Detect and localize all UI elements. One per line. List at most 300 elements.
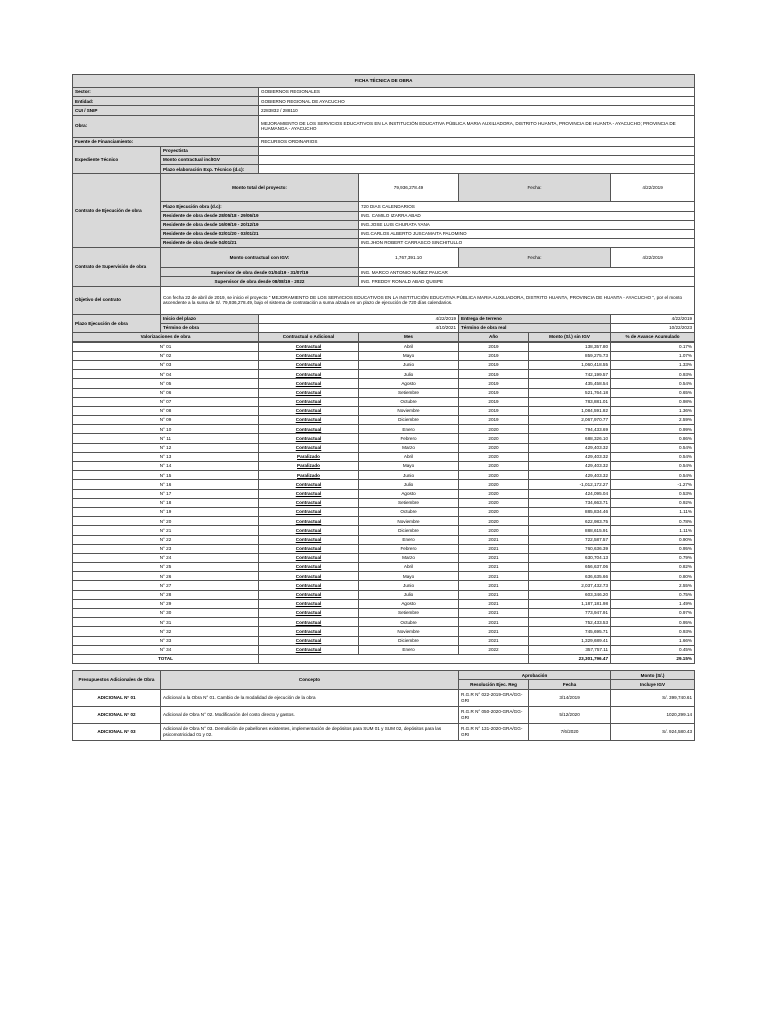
table-row	[73, 443, 695, 452]
plazo-elaboracion-label: Plazo elaboración Exp. Técnico (d.c):	[161, 165, 259, 174]
fecha-ejecucion-value: 4/22/2019	[611, 174, 695, 202]
avance-cell: 0.54%	[611, 443, 695, 452]
monto-cell: 773,947.91	[529, 609, 611, 618]
valorizacion-number: N° 20	[73, 517, 259, 526]
cui-label: CUI / SNIP	[73, 106, 259, 115]
monto-cell: 603,346.20	[529, 590, 611, 599]
valorizacion-number: N° 07	[73, 397, 259, 406]
anio-cell: 2019	[459, 388, 529, 397]
monto-cell: 622,983.75	[529, 517, 611, 526]
proyectista-label: Proyectista	[161, 146, 259, 155]
monto-cell: 688,326.10	[529, 434, 611, 443]
adicional-row	[73, 723, 695, 740]
tipo-cell: Contractual	[259, 609, 359, 618]
tipo-cell: Contractual	[259, 388, 359, 397]
mes-cell: Octubre	[359, 618, 459, 627]
residente-value: ING.JHON ROBERT CARRASCO SINCHITULLO	[359, 239, 695, 248]
table-row	[73, 498, 695, 507]
avance-cell: 1.36%	[611, 406, 695, 415]
monto-cell: 429,403.32	[529, 443, 611, 452]
anio-cell: 2021	[459, 636, 529, 645]
avance-cell: -1.27%	[611, 480, 695, 489]
tipo-cell: Contractual	[259, 590, 359, 599]
valorizacion-number: N° 28	[73, 590, 259, 599]
avance-cell: 0.54%	[611, 471, 695, 480]
entidad-label: Entidad:	[73, 97, 259, 106]
mes-cell: Junio	[359, 581, 459, 590]
monto-cell: 630,704.13	[529, 553, 611, 562]
valorizacion-number: N° 16	[73, 480, 259, 489]
mes-cell: Febrero	[359, 544, 459, 553]
tipo-cell: Contractual	[259, 397, 359, 406]
plazo-elaboracion-value	[259, 165, 695, 174]
mes-cell: Agosto	[359, 599, 459, 608]
tipo-cell: Contractual	[259, 526, 359, 535]
monto-cell: 2,067,970.77	[529, 416, 611, 425]
valorizacion-number: N° 11	[73, 434, 259, 443]
valorizacion-number: N° 13	[73, 452, 259, 461]
monto-supervision-value: 1,767,391.10	[359, 248, 459, 268]
table-row	[73, 480, 695, 489]
anio-cell: 2019	[459, 342, 529, 351]
table-row	[73, 379, 695, 388]
avance-cell: 1.66%	[611, 636, 695, 645]
concepto-header: Concepto	[161, 671, 459, 689]
monto-adicional-header: Monto (S/.)	[611, 671, 695, 680]
mes-cell: Febrero	[359, 434, 459, 443]
tipo-cell: Contractual	[259, 370, 359, 379]
monto-cell: 734,663.71	[529, 498, 611, 507]
objetivo-label: Objetivo del contrato	[73, 286, 161, 314]
table-row	[73, 618, 695, 627]
adicional-fecha: 3/14/2019	[529, 689, 611, 706]
contrato-supervision-label: Contrato de Supervisión de obra	[73, 248, 161, 286]
residente-value: ING.CARLOS ALBERTO JUSCAMAITA PALOMINO	[359, 229, 695, 238]
monto-cell: 722,587.57	[529, 535, 611, 544]
tipo-cell: Contractual	[259, 535, 359, 544]
mes-cell: Setiembre	[359, 609, 459, 618]
total-spacer	[259, 654, 529, 663]
avance-cell: 0.95%	[611, 544, 695, 553]
table-row	[73, 397, 695, 406]
fecha-adicional-header: Fecha	[529, 680, 611, 689]
monto-cell: 783,881.01	[529, 397, 611, 406]
entrega-terreno-label: Entrega de terreno	[459, 314, 611, 323]
tipo-cell: Contractual	[259, 406, 359, 415]
valorizacion-number: N° 19	[73, 507, 259, 516]
anio-cell: 2022	[459, 645, 529, 654]
anio-cell: 2019	[459, 351, 529, 360]
termino-real-label: Término de obra real	[459, 323, 611, 332]
valorizaciones-table	[72, 342, 695, 665]
igv-header: Incluye IGV	[611, 680, 695, 689]
anio-cell: 2021	[459, 535, 529, 544]
table-row	[73, 471, 695, 480]
valorizacion-number: N° 21	[73, 526, 259, 535]
table-row	[73, 636, 695, 645]
mes-cell: Julio	[359, 480, 459, 489]
entrega-terreno-value: 4/22/2019	[611, 314, 695, 323]
valorizacion-number: N° 31	[73, 618, 259, 627]
mes-cell: Enero	[359, 645, 459, 654]
total-monto: 23,301,796.47	[529, 654, 611, 663]
residente-value: ING.JOSE LUIS CHURATA YANA	[359, 220, 695, 229]
avance-cell: 0.75%	[611, 590, 695, 599]
fecha-ejecucion-label: Fecha:	[459, 174, 611, 202]
sector-label: Sector:	[73, 88, 259, 97]
valorizacion-number: N° 09	[73, 416, 259, 425]
anio-cell: 2020	[459, 452, 529, 461]
table-row	[73, 489, 695, 498]
tipo-cell: Contractual	[259, 434, 359, 443]
anio-cell: 2019	[459, 370, 529, 379]
ficha-tecnica-table	[72, 74, 695, 342]
avance-cell: 1.07%	[611, 351, 695, 360]
anio-cell: 2021	[459, 553, 529, 562]
mes-cell: Agosto	[359, 489, 459, 498]
table-row	[73, 434, 695, 443]
table-row	[73, 627, 695, 636]
monto-supervision-label: Monto contractual con IGV:	[161, 248, 359, 268]
col-header-anio: Año	[459, 333, 529, 342]
tipo-cell: Contractual	[259, 443, 359, 452]
avance-cell: 0.92%	[611, 498, 695, 507]
monto-cell: 435,458.54	[529, 379, 611, 388]
valorizacion-number: N° 01	[73, 342, 259, 351]
anio-cell: 2019	[459, 397, 529, 406]
mes-cell: Noviembre	[359, 627, 459, 636]
avance-cell: 0.79%	[611, 553, 695, 562]
tipo-cell: Contractual	[259, 360, 359, 369]
table-row	[73, 544, 695, 553]
aprobacion-header: Aprobación	[459, 671, 611, 680]
anio-cell: 2019	[459, 416, 529, 425]
avance-cell: 0.17%	[611, 342, 695, 351]
adicional-concepto: Adicional de Obra N° 02. Modificación del costo directo y gastos.	[161, 706, 459, 723]
anio-cell: 2020	[459, 507, 529, 516]
expediente-label: Expediente Técnico	[73, 146, 161, 174]
fecha-supervision-label: Fecha:	[459, 248, 611, 268]
valorizacion-number: N° 03	[73, 360, 259, 369]
tipo-cell: Contractual	[259, 627, 359, 636]
total-avance: 29.15%	[611, 654, 695, 663]
monto-cell: 760,636.39	[529, 544, 611, 553]
avance-cell: 0.54%	[611, 462, 695, 471]
valorizacion-number: N° 33	[73, 636, 259, 645]
valorizacion-number: N° 26	[73, 572, 259, 581]
mes-cell: Abril	[359, 342, 459, 351]
table-row	[73, 553, 695, 562]
monto-cell: 429,403.32	[529, 452, 611, 461]
table-row	[73, 517, 695, 526]
adicional-fecha: 7/6/2020	[529, 723, 611, 740]
monto-cell: 424,095.04	[529, 489, 611, 498]
table-row	[73, 360, 695, 369]
anio-cell: 2020	[459, 526, 529, 535]
anio-cell: 2021	[459, 618, 529, 627]
anio-cell: 2021	[459, 572, 529, 581]
monto-cell: 745,695.71	[529, 627, 611, 636]
valorizacion-number: N° 14	[73, 462, 259, 471]
adicional-resolucion: R.G.R N° 050-2020-GRA/GG-GRI	[459, 706, 529, 723]
adicional-concepto: Adicional de Obra N° 03. Demolición de pabellones existentes, implementación de depósitos para SUM 01 y SUM 02, depósitos para las psicomotricidad 01 y 02.	[161, 723, 459, 740]
col-header-monto: Monto (S/.) sin IGV	[529, 333, 611, 342]
valorizacion-number: N° 34	[73, 645, 259, 654]
adicionales-header: Presupuestos Adicionales de Obra	[73, 671, 161, 689]
ficha-tecnica-sheet	[72, 74, 694, 741]
mes-cell: Abril	[359, 452, 459, 461]
tipo-cell: Contractual	[259, 553, 359, 562]
mes-cell: Octubre	[359, 507, 459, 516]
mes-cell: Diciembre	[359, 526, 459, 535]
anio-cell: 2021	[459, 609, 529, 618]
avance-cell: 0.93%	[611, 370, 695, 379]
plazo-label: Plazo Ejecución de obra	[73, 314, 161, 332]
table-row	[73, 526, 695, 535]
monto-cell: 357,757.11	[529, 645, 611, 654]
valorizacion-number: N° 22	[73, 535, 259, 544]
valorizacion-number: N° 10	[73, 425, 259, 434]
valorizaciones-body	[73, 342, 695, 654]
adicional-concepto: Adicional a la Obra N° 01. Cambio de la modalidad de ejecución de la obra	[161, 689, 459, 706]
objetivo-text: Con fecha 22 de abril de 2019, se inicio el proyecto " MEJORAMIENTO DE LOS SERVICIOS EDUCATIVOS EN LA INSTITUCIÓN EDUCATIVA PÚBLICA MARIA AUXILIADORA, DISTRITO HUANTA, PROVINCIA DE HUANTA - AYACUCHO ", por el monto ascendente a la suma de S/. 79,936,278.49, bajo el sistema de contratación a suma alzada en un plazo de ejecución de 720 días calendarios.	[161, 286, 695, 314]
table-row	[73, 452, 695, 461]
inicio-plazo-label: Inicio del plazo	[161, 314, 259, 323]
residente-label: Residente de obra desde 28/05/18 - 29/06/19	[161, 211, 359, 220]
anio-cell: 2019	[459, 406, 529, 415]
monto-cell: 859,275.73	[529, 351, 611, 360]
adicional-monto: 1020,299.14	[611, 706, 695, 723]
mes-cell: Abril	[359, 563, 459, 572]
monto-cell: 1,187,181.98	[529, 599, 611, 608]
table-row	[73, 609, 695, 618]
table-row	[73, 425, 695, 434]
monto-total-value: 79,936,278.49	[359, 174, 459, 202]
monto-cell: 794,433.69	[529, 425, 611, 434]
adicional-monto: S/. 399,740.61	[611, 689, 695, 706]
residente-label: Residente de obra desde 04/01/21	[161, 239, 359, 248]
residente-value: ING. CAMILO IZARRA ABAD	[359, 211, 695, 220]
monto-cell: 429,403.32	[529, 471, 611, 480]
mes-cell: Setiembre	[359, 388, 459, 397]
valorizacion-number: N° 05	[73, 379, 259, 388]
mes-cell: Enero	[359, 535, 459, 544]
entidad-value: GOBIERNO REGIONAL DE AYACUCHO	[259, 97, 695, 106]
tipo-cell: Contractual	[259, 342, 359, 351]
valorizacion-number: N° 12	[73, 443, 259, 452]
tipo-cell: Paralizado	[259, 471, 359, 480]
avance-cell: 0.80%	[611, 572, 695, 581]
fecha-supervision-value: 4/22/2019	[611, 248, 695, 268]
monto-cell: 1,060,418.55	[529, 360, 611, 369]
anio-cell: 2020	[459, 517, 529, 526]
avance-cell: 0.54%	[611, 452, 695, 461]
anio-cell: 2020	[459, 443, 529, 452]
termino-real-value: 10/22/2023	[611, 323, 695, 332]
tipo-cell: Contractual	[259, 618, 359, 627]
avance-cell: 0.90%	[611, 535, 695, 544]
total-label: TOTAL	[73, 654, 259, 663]
avance-cell: 0.97%	[611, 609, 695, 618]
mes-cell: Noviembre	[359, 517, 459, 526]
contrato-ejecucion-label: Contrato de Ejecución de obra	[73, 174, 161, 248]
anio-cell: 2019	[459, 379, 529, 388]
col-header-contractual: Contractual o Adicional	[259, 333, 359, 342]
table-row	[73, 581, 695, 590]
obra-label: Obra:	[73, 115, 259, 137]
col-header-avance: % de Avance Acumulado	[611, 333, 695, 342]
monto-cell: 885,834.46	[529, 507, 611, 516]
table-row	[73, 370, 695, 379]
tipo-cell: Contractual	[259, 636, 359, 645]
mes-cell: Mayo	[359, 572, 459, 581]
table-row	[73, 590, 695, 599]
monto-cell: 2,037,432.73	[529, 581, 611, 590]
valorizacion-number: N° 29	[73, 599, 259, 608]
mes-cell: Noviembre	[359, 406, 459, 415]
residente-label: Residente de obra desde 16/09/19 - 20/12/19	[161, 220, 359, 229]
obra-value: MEJORAMIENTO DE LOS SERVICIOS EDUCATIVOS EN LA INSTITUCIÓN EDUCATIVA PÚBLICA MARIA AUXILIADORA, DISTRITO HUANTA, PROVINCIA DE HUANTA - AYACUCHO; PROVINCIA DE HUAMANGA - AYACUCHO	[259, 115, 695, 137]
tipo-cell: Contractual	[259, 379, 359, 388]
monto-contractual-value	[259, 155, 695, 164]
tipo-cell: Contractual	[259, 645, 359, 654]
monto-cell: 656,637.06	[529, 563, 611, 572]
tipo-cell: Contractual	[259, 599, 359, 608]
tipo-cell: Contractual	[259, 498, 359, 507]
avance-cell: 0.45%	[611, 645, 695, 654]
table-row	[73, 599, 695, 608]
avance-cell: 0.54%	[611, 379, 695, 388]
supervisor-label: Supervisor de obra desde 08/08/19 - 2022	[161, 277, 359, 286]
mes-cell: Diciembre	[359, 636, 459, 645]
adicionales-table	[72, 670, 695, 740]
tipo-cell: Contractual	[259, 572, 359, 581]
mes-cell: Agosto	[359, 379, 459, 388]
adicional-fecha: 5/12/2020	[529, 706, 611, 723]
valorizacion-number: N° 06	[73, 388, 259, 397]
adicional-name: ADICIONAL N° 03	[73, 723, 161, 740]
monto-cell: 521,764.18	[529, 388, 611, 397]
valorizacion-number: N° 24	[73, 553, 259, 562]
monto-contractual-label: Monto contractual inclIGV	[161, 155, 259, 164]
adicional-name: ADICIONAL N° 01	[73, 689, 161, 706]
fuente-value: RECURSOS ORDINARIOS	[259, 137, 695, 146]
valorizacion-number: N° 15	[73, 471, 259, 480]
sector-value: GOBIERNOS REGIONALES	[259, 88, 695, 97]
avance-cell: 0.65%	[611, 388, 695, 397]
supervisor-label: Supervisor de obra desde 01/04/19 - 31/07/19	[161, 268, 359, 277]
fuente-label: Fuente de Financiamiento:	[73, 137, 259, 146]
tipo-cell: Contractual	[259, 544, 359, 553]
avance-cell: 2.59%	[611, 416, 695, 425]
avance-cell: 1.49%	[611, 599, 695, 608]
tipo-cell: Contractual	[259, 425, 359, 434]
avance-cell: 0.53%	[611, 489, 695, 498]
mes-cell: Julio	[359, 590, 459, 599]
tipo-cell: Contractual	[259, 416, 359, 425]
monto-cell: 752,433.53	[529, 618, 611, 627]
table-row	[73, 507, 695, 516]
residente-label: Residente de obra desde 02/01/20 - 03/01/21	[161, 229, 359, 238]
col-header-valorizacion: Valorizaciones de obra	[73, 333, 259, 342]
mes-cell: Diciembre	[359, 416, 459, 425]
mes-cell: Mayo	[359, 462, 459, 471]
adicional-resolucion: R.G.R N° 131-2020-GRA/GG-GRI	[459, 723, 529, 740]
table-row	[73, 563, 695, 572]
avance-cell: 0.95%	[611, 618, 695, 627]
monto-cell: 636,635.66	[529, 572, 611, 581]
adicional-row	[73, 706, 695, 723]
mes-cell: Marzo	[359, 443, 459, 452]
adicionales-body	[73, 689, 695, 740]
valorizacion-number: N° 04	[73, 370, 259, 379]
table-row	[73, 406, 695, 415]
avance-cell: 2.55%	[611, 581, 695, 590]
adicional-row	[73, 689, 695, 706]
page-title: FICHA TÉCNICA DE OBRA	[73, 75, 695, 88]
tipo-cell: Paralizado	[259, 452, 359, 461]
mes-cell: Julio	[359, 370, 459, 379]
table-row	[73, 351, 695, 360]
anio-cell: 2020	[459, 480, 529, 489]
valorizacion-number: N° 02	[73, 351, 259, 360]
mes-cell: Junio	[359, 360, 459, 369]
avance-cell: 0.98%	[611, 397, 695, 406]
proyectista-value	[259, 146, 695, 155]
mes-cell: Marzo	[359, 553, 459, 562]
anio-cell: 2020	[459, 434, 529, 443]
tipo-cell: Contractual	[259, 581, 359, 590]
table-row	[73, 645, 695, 654]
monto-cell: -1,012,172.27	[529, 480, 611, 489]
table-row	[73, 342, 695, 351]
anio-cell: 2021	[459, 590, 529, 599]
valorizacion-number: N° 08	[73, 406, 259, 415]
plazo-ejecucion-label: Plazo Ejecución obra (d.c):	[161, 202, 359, 211]
monto-cell: 1,329,689.41	[529, 636, 611, 645]
tipo-cell: Contractual	[259, 480, 359, 489]
avance-cell: 1.11%	[611, 507, 695, 516]
table-row	[73, 388, 695, 397]
avance-cell: 0.82%	[611, 563, 695, 572]
mes-cell: Enero	[359, 425, 459, 434]
anio-cell: 2020	[459, 462, 529, 471]
monto-cell: 742,199.57	[529, 370, 611, 379]
anio-cell: 2021	[459, 627, 529, 636]
tipo-cell: Contractual	[259, 351, 359, 360]
col-header-mes: Mes	[359, 333, 459, 342]
monto-cell: 138,357.80	[529, 342, 611, 351]
avance-cell: 0.93%	[611, 627, 695, 636]
termino-obra-label: Término de obra	[161, 323, 259, 332]
monto-cell: 888,615.91	[529, 526, 611, 535]
table-row	[73, 462, 695, 471]
avance-cell: 0.99%	[611, 425, 695, 434]
mes-cell: Mayo	[359, 351, 459, 360]
avance-cell: 1.11%	[611, 526, 695, 535]
table-row	[73, 572, 695, 581]
mes-cell: Setiembre	[359, 498, 459, 507]
valorizacion-number: N° 23	[73, 544, 259, 553]
tipo-cell: Contractual	[259, 489, 359, 498]
table-row	[73, 416, 695, 425]
anio-cell: 2020	[459, 489, 529, 498]
avance-cell: 0.86%	[611, 434, 695, 443]
plazo-ejecucion-value: 720 DIAS CALENDARIOS	[359, 202, 695, 211]
anio-cell: 2021	[459, 599, 529, 608]
mes-cell: Octubre	[359, 397, 459, 406]
avance-cell: 1.33%	[611, 360, 695, 369]
